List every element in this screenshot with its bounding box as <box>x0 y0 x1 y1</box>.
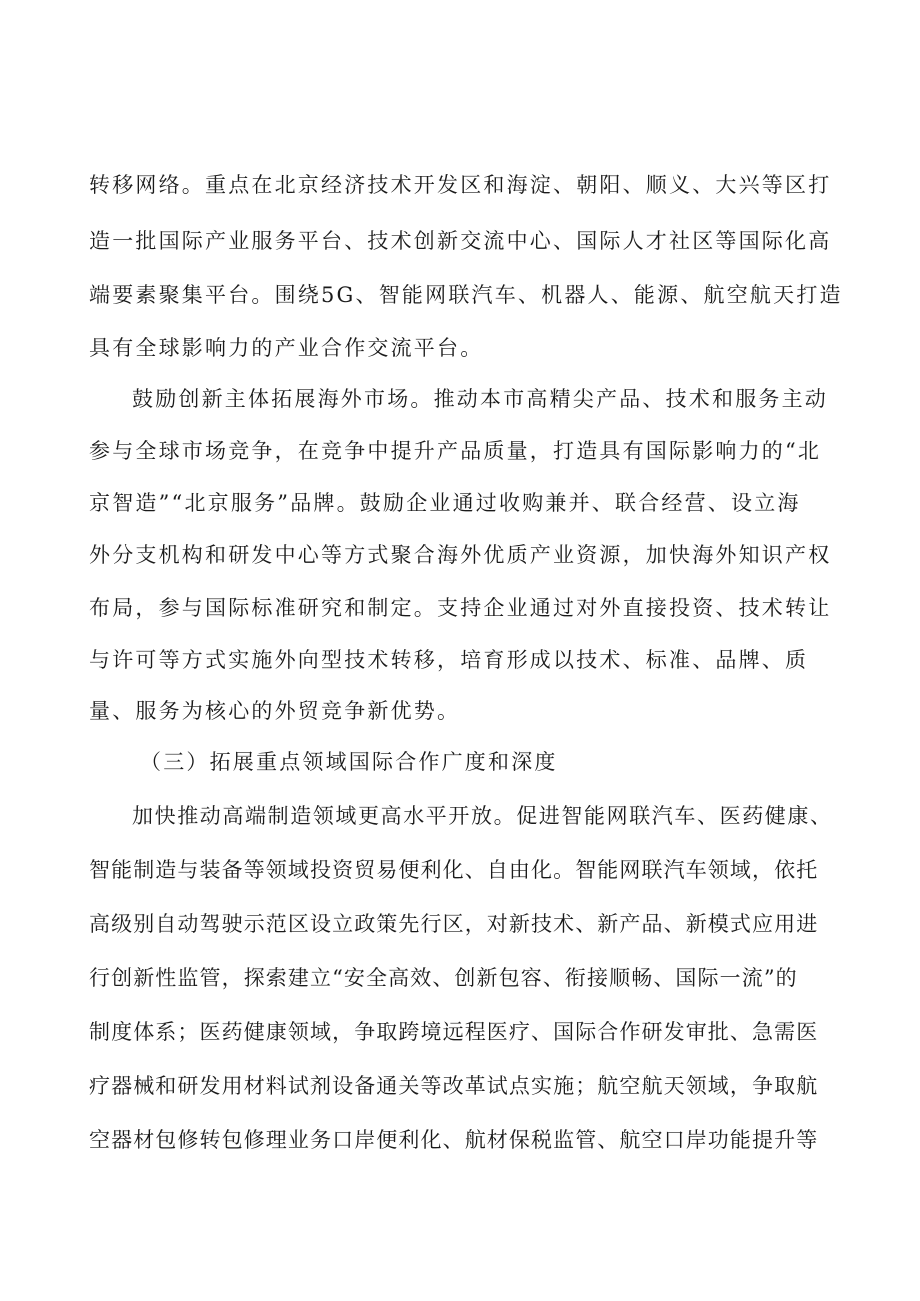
paragraph-first-line: 加快推动高端制造领域更高水平开放。促进智能网联汽车、医药健康、 <box>132 804 833 828</box>
text-line: 端要素聚集平台。围绕5G、智能网联汽车、机器人、能源、航空航天打造 <box>89 283 843 307</box>
text-line: 空器材包修转包修理业务口岸便利化、航材保税监管、航空口岸功能提升等 <box>89 1128 819 1152</box>
text-line: 与许可等方式实施外向型技术转移，培育形成以技术、标准、品牌、质 <box>89 648 809 672</box>
text-line: 京智造”“北京服务”品牌。鼓励企业通过收购兼并、联合经营、设立海 <box>89 491 801 515</box>
text-line: 布局，参与国际标准研究和制定。支持企业通过对外直接投资、技术转让 <box>89 596 832 620</box>
text-line: 行创新性监管，探索建立“安全高效、创新包容、衔接顺畅、国际一流”的 <box>89 966 798 990</box>
text-line: 疗器械和研发用材料试剂设备通关等改革试点实施；航空航天领域，争取航 <box>89 1074 819 1098</box>
text-line: 造一批国际产业服务平台、技术创新交流中心、国际人才社区等国际化高 <box>89 229 832 253</box>
text-line: 参与全球市场竞争，在竞争中提升产品质量，打造具有国际影响力的“北 <box>89 439 822 463</box>
paragraph-first-line: 鼓励创新主体拓展海外市场。推动本市高精尖产品、技术和服务主动 <box>132 387 828 411</box>
text-line: 制度体系；医药健康领域，争取跨境远程医疗、国际合作研发审批、急需医 <box>89 1020 819 1044</box>
text-line: 外分支机构和研发中心等方式聚合海外优质产业资源，加快海外知识产权 <box>89 543 832 567</box>
text-line: 具有全球影响力的产业合作交流平台。 <box>89 336 484 360</box>
text-line: 高级别自动驾驶示范区设立政策先行区，对新技术、新产品、新模式应用进 <box>89 912 819 936</box>
section-heading: （三）拓展重点领域国际合作广度和深度 <box>140 750 558 774</box>
text-line: 转移网络。重点在北京经济技术开发区和海淀、朝阳、顺义、大兴等区打 <box>89 173 832 197</box>
text-line: 智能制造与装备等领域投资贸易便利化、自由化。智能网联汽车领域，依托 <box>89 858 819 882</box>
text-line: 量、服务为核心的外贸竞争新优势。 <box>89 699 461 723</box>
